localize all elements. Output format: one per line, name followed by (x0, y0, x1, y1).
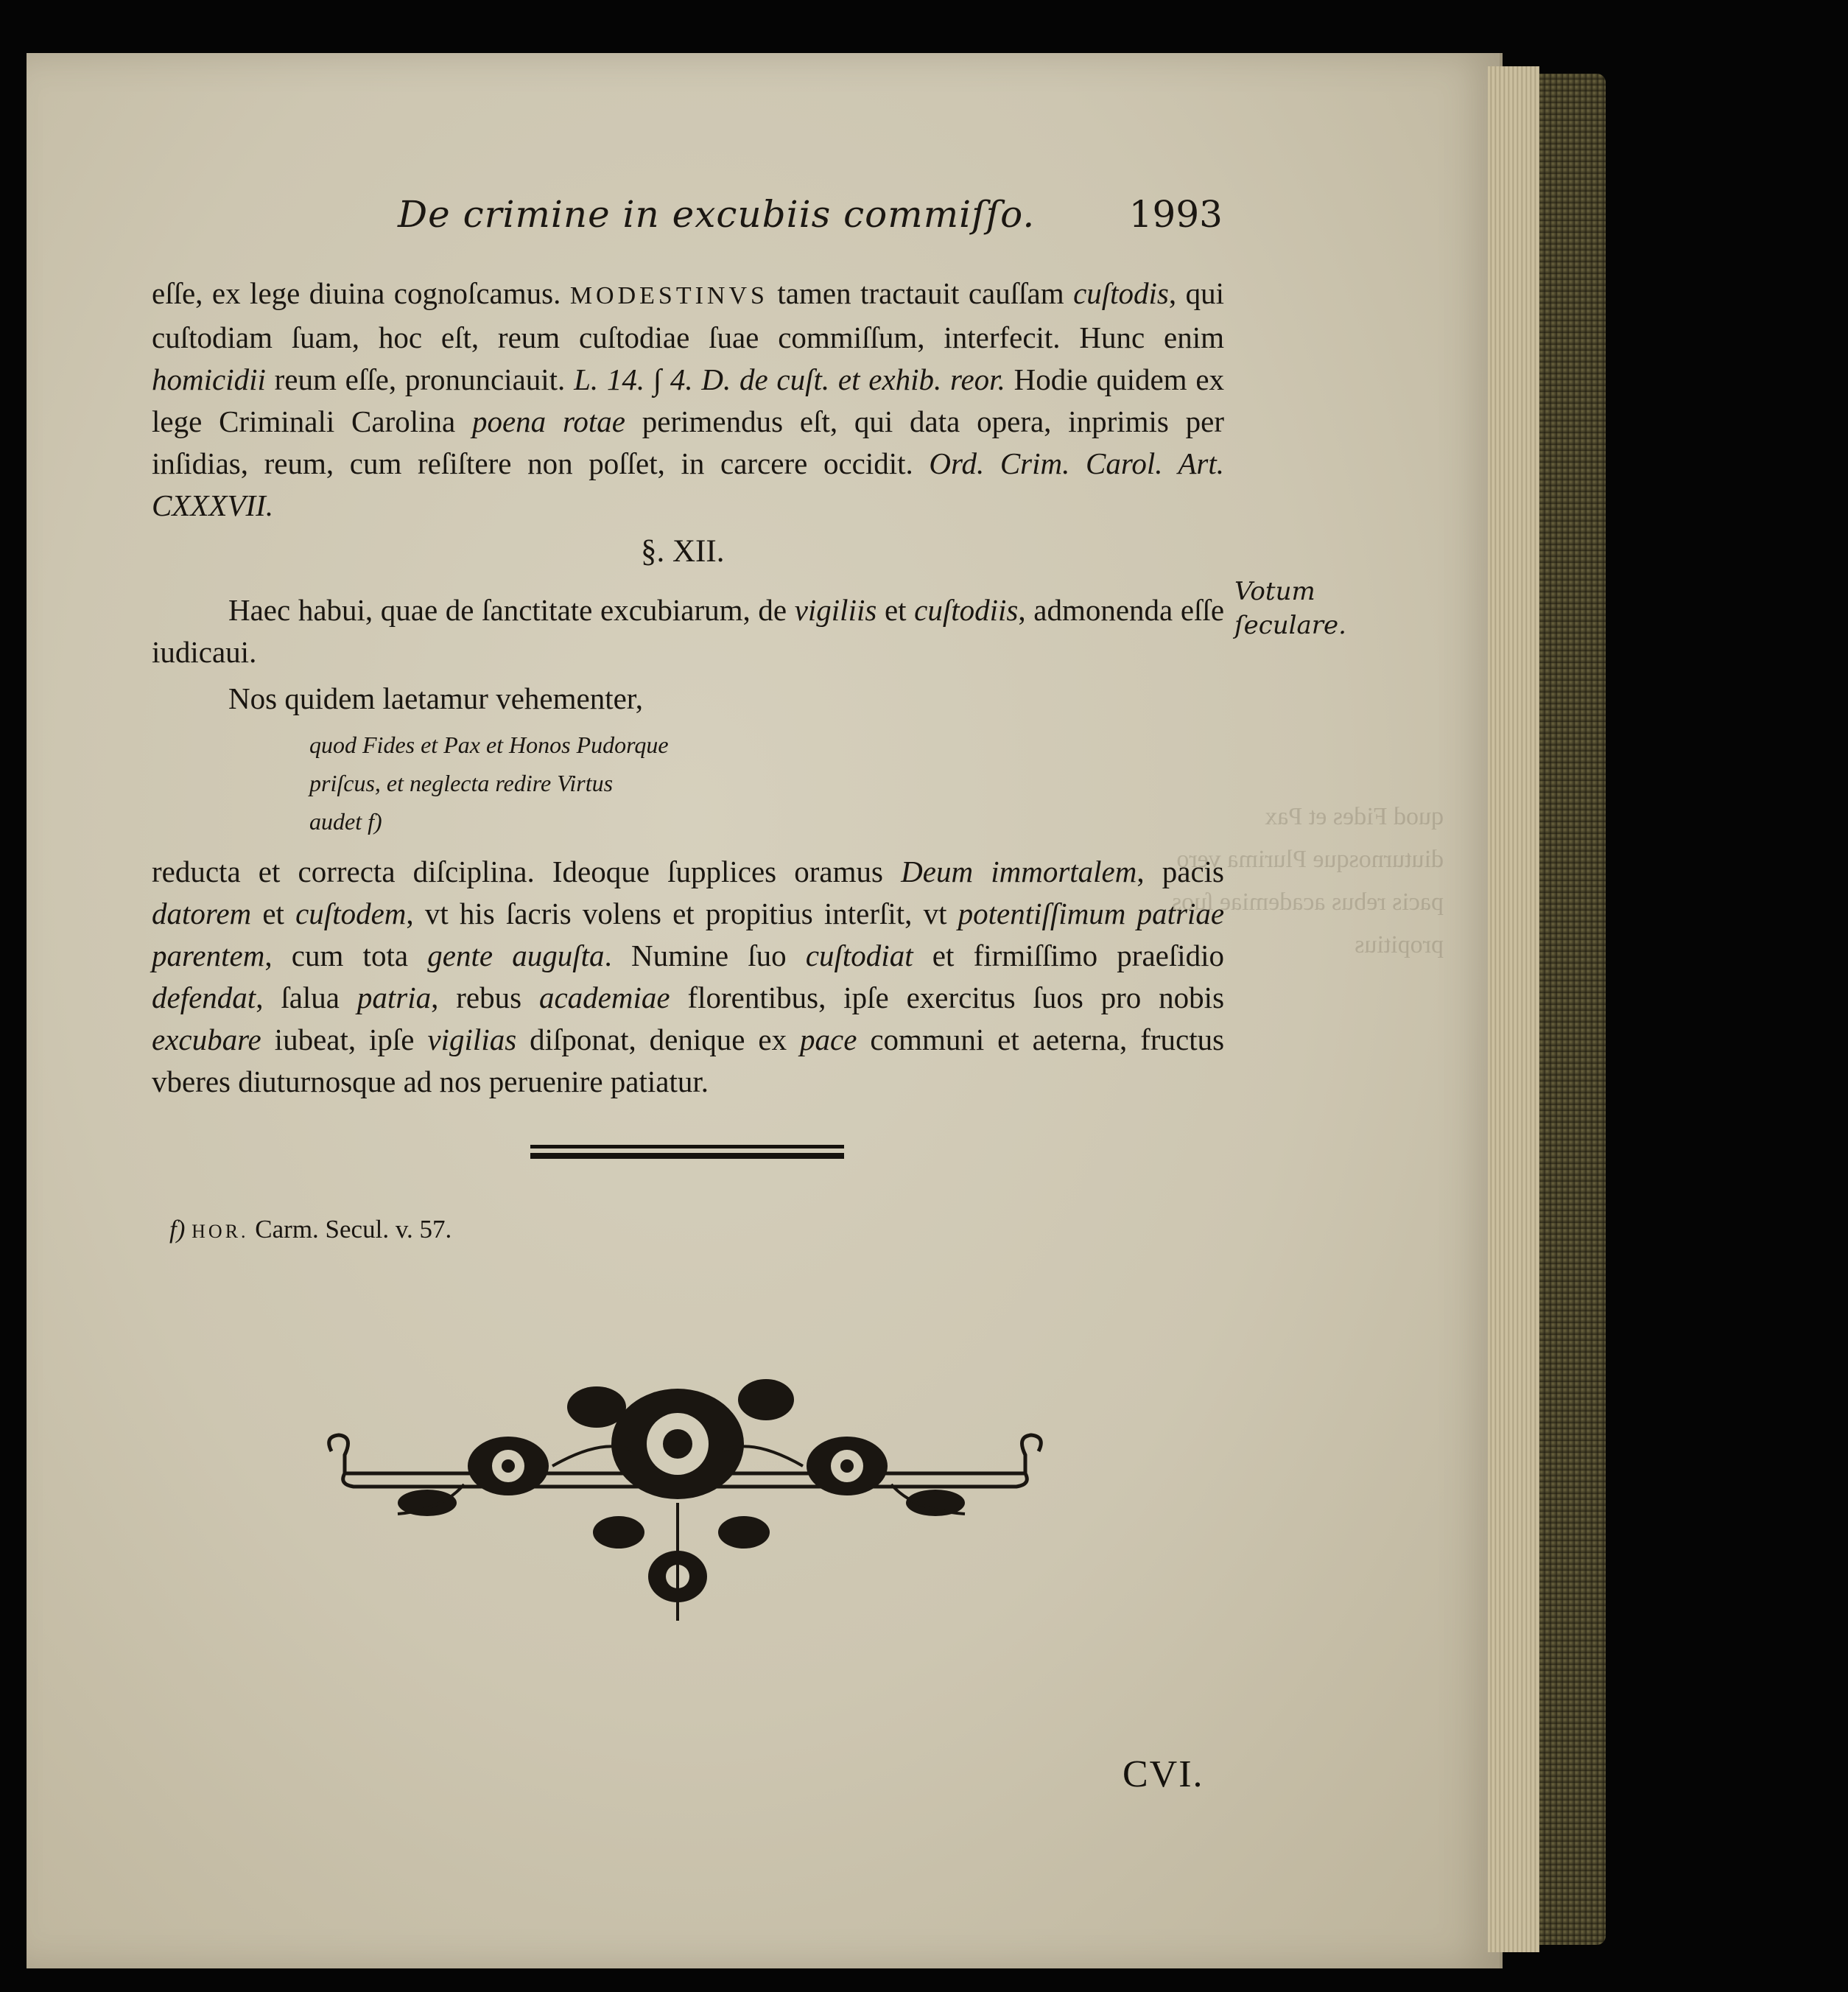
text-run: , qui cuſtodiam ſuam, hoc eſt, reum cuſtodiae ſuae commiſſum, interfecit. Hunc enim (152, 276, 1224, 354)
text-run: tamen tractauit cauſſam (777, 276, 1064, 310)
text-run: perimendus eſt, qui data opera, inprimis per inſidias, reum, cum reſiſtere non poſſet, in carcere occidit. (152, 404, 1225, 480)
verse-line: quod Fides et Pax et Honos Pudorque (309, 732, 669, 758)
section-heading: §. XII. (641, 534, 725, 569)
page-edges (1488, 66, 1539, 1952)
text-run: , vt his ſacris volens et propitius interſit, vt (406, 897, 947, 930)
running-head (398, 193, 1223, 252)
divider-rule (530, 1145, 844, 1148)
text-run: reducta et correcta diſciplina. Ideoque ſupplices oramus (152, 855, 883, 888)
italic-run: cuſtodem (295, 897, 407, 930)
italic-run: gente auguſta (427, 939, 605, 972)
text-run: eſſe, ex lege diuina cognoſcamus. (152, 276, 561, 310)
citation: Ord. Crim. Carol. Art. CXXXVII. (152, 446, 1224, 522)
italic-run: cuſtodiis (914, 593, 1019, 627)
text-run: communi et aeterna, fructus vberes diuturnosque ad nos peruenire patiatur. (152, 1023, 1225, 1098)
text-run: diſponat, denique ex (530, 1023, 787, 1056)
italic-run: cuſtodiat (805, 939, 913, 972)
italic-run: vigiliis (794, 593, 877, 627)
italic-run: academiae (538, 981, 670, 1014)
verse-line: priſcus, et neglecta redire Virtus (309, 770, 614, 796)
text-run: , admonenda eſſe iudicaui. (152, 593, 1225, 669)
italic-run: homicidii (152, 362, 266, 396)
text-run: , cum tota (264, 939, 409, 972)
italic-run: patria (356, 981, 432, 1014)
footnote (169, 1208, 452, 1252)
text-run: Hodie quidem ex lege Criminali Carolina (152, 362, 1225, 438)
text-run: . Numine ſuo (604, 939, 787, 972)
citation: L. 14. ∫ 4. D. de cuſt. et exhib. reor. (574, 362, 1005, 396)
text-run: et (884, 593, 907, 627)
quote-intro: Nos quidem laetamur vehementer, (228, 681, 644, 715)
paragraph-2 (152, 589, 1224, 673)
text-run: , ſalua (256, 981, 340, 1014)
paragraph-1 (152, 273, 1224, 527)
running-head-title: De crimine in excubiis commiſſo. (398, 193, 1036, 236)
footnote-reference: Carm. Secul. v. 57. (255, 1215, 452, 1244)
verse-block (309, 726, 972, 841)
italic-run: Deum immortalem (901, 855, 1137, 888)
text-run: Haec habui, quae de ſanctitate excubiarum, de (228, 593, 787, 627)
book-cover-edge (1539, 74, 1606, 1945)
italic-run: pace (800, 1023, 857, 1056)
italic-run: vigilias (427, 1023, 517, 1056)
text-run: et (262, 897, 284, 930)
text-run: , pacis (1136, 855, 1224, 888)
catchword: CVI. (1122, 1753, 1204, 1795)
author-name: MODESTINVS (569, 282, 768, 309)
italic-run: potentiſſimum patriae parentem (152, 897, 1225, 972)
italic-run: cuſtodis (1073, 276, 1169, 310)
italic-run: excubare (152, 1023, 261, 1056)
text-run: et firmiſſimo praeſidio (932, 939, 1225, 972)
page-number: 1993 (1128, 193, 1223, 236)
paragraph-3 (152, 851, 1224, 1103)
margin-note: Votum ſeculare. (1234, 577, 1346, 640)
italic-run: poena rotae (471, 404, 625, 438)
footnote-author: HOR. (192, 1221, 249, 1242)
italic-run: defendat (152, 981, 256, 1014)
show-through-text: quod Fides et Pax diuturnosque Plurima vero pacis rebus academiae ſuos propitius (1171, 803, 1444, 958)
footnote-mark: f) (169, 1215, 186, 1244)
verse-line: audet f) (309, 808, 382, 835)
text-run: florentibus, ipſe exercitus ſuos pro nobis (687, 981, 1225, 1014)
divider-rule-thick (530, 1153, 844, 1159)
text-run: reum eſſe, pronunciauit. (274, 362, 566, 396)
italic-run: datorem (152, 897, 252, 930)
text-run: , rebus (431, 981, 522, 1014)
text-run: iubeat, ipſe (274, 1023, 415, 1056)
floral-ornament-icon (309, 1356, 1053, 1635)
